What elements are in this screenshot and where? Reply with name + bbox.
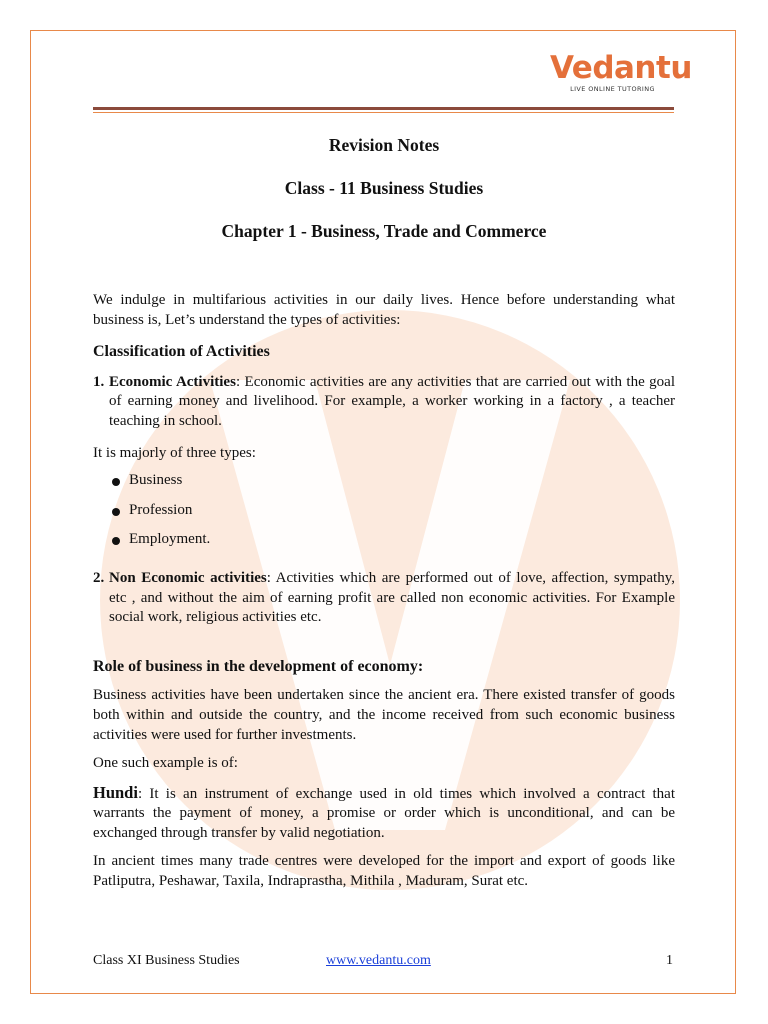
hundi-definition: : It is an instrument of exchange used in old times which involved a contract that warrants the payment of money, a promise or order which is unconditional, and can be exchanged through transfer by valid negotiation.: [93, 785, 675, 841]
logo-wordmark: Vedantu: [550, 50, 692, 86]
page-title: Revision Notes: [328, 135, 440, 155]
item-text: : Economic activities are any activities that are carried out with the goal of earning money and livelihood. For example, a worker working in a factory , a teacher teaching in school.: [109, 373, 675, 429]
item-lead: Non Economic activities: [109, 569, 267, 586]
item-lead: Economic Activities: [109, 373, 236, 390]
footer-course: Class XI Business Studies: [93, 953, 240, 968]
item-number: 1.: [93, 373, 105, 390]
page-number: 1: [666, 953, 673, 968]
bullet-icon: [112, 478, 120, 486]
role-heading: Role of business in the development of economy:: [93, 657, 424, 675]
class-subtitle: Class - 11 Business Studies: [284, 178, 484, 198]
item-text: : Activities which are performed out of love, affection, sympathy, etc , and without the aim of earning profit are called non economic activities. For Example social work, religious activities etc.: [109, 569, 675, 626]
header-rule: [93, 107, 674, 110]
intro-paragraph: We indulge in multifarious activities in our daily lives. Hence before understanding what business is, Let’s understand the types of activities:: [93, 292, 675, 328]
classification-heading: Classification of Activities: [93, 343, 270, 361]
hundi-term: Hundi: [93, 782, 138, 802]
trade-centres-paragraph: In ancient times many trade centres were developed for the import and export of goods like Patliputra, Peshawar, Taxila, Indraprastha, Mithila , Maduram, Surat etc.: [93, 853, 675, 890]
example-intro: One such example is of:: [93, 755, 238, 772]
bullet-icon: [112, 508, 120, 516]
vedantu-logo[interactable]: [550, 48, 692, 100]
bullet-icon: [112, 537, 120, 545]
document-body: [93, 291, 675, 892]
economic-activities-item: [93, 373, 675, 432]
types-intro: It is majorly of three types:: [93, 444, 256, 461]
list-item: Employment.: [110, 530, 675, 560]
hundi-paragraph: [93, 783, 675, 844]
list-item: Profession: [110, 501, 675, 531]
footer-website-link[interactable]: www.vedantu.com: [326, 953, 431, 968]
chapter-title: Chapter 1 - Business, Trade and Commerce: [221, 221, 547, 241]
item-number: 2.: [93, 569, 105, 586]
header-rule-accent: [93, 112, 674, 113]
logo-tagline: LIVE ONLINE TUTORING: [570, 85, 655, 93]
role-paragraph: Business activities have been undertaken since the ancient era. There existed transfer of goods both within and outside the country, and the income received from such economic business activities were used for further investments.: [93, 687, 675, 743]
list-item: Business: [110, 471, 675, 501]
activity-types-list: [110, 471, 675, 560]
non-economic-activities-item: [93, 569, 675, 628]
